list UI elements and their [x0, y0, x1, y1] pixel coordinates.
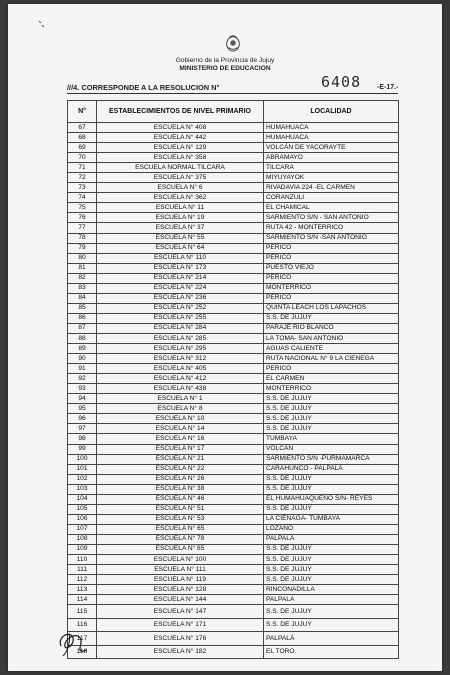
table-row [68, 193, 399, 203]
row-locality: AGUAS CALIENTE [264, 344, 399, 354]
table-row [68, 618, 399, 632]
row-number: 118 [68, 645, 97, 659]
table-row [68, 494, 399, 504]
table-row [68, 585, 399, 595]
table-row [68, 394, 399, 404]
table-row [68, 474, 399, 484]
row-locality: SARMIENTO S/N - SAN ANTONIO [264, 213, 399, 223]
row-locality: MONTERRICO [264, 384, 399, 394]
row-locality: SARMIENTO S/N -SAN ANTONIO [264, 233, 399, 243]
row-school: ESCUELA N° 224 [97, 283, 264, 293]
table-row [68, 364, 399, 374]
row-number: 72 [68, 173, 97, 183]
row-locality: VOLCÁN [264, 444, 399, 454]
row-locality: PERICO [264, 293, 399, 303]
table-row [68, 273, 399, 283]
row-locality: PARAJE RIO BLANCO [264, 323, 399, 333]
row-school: ESCUELA N° 26 [97, 474, 264, 484]
table-row [68, 374, 399, 384]
row-number: 97 [68, 424, 97, 434]
ministry-name: MINISTERIO DE EDUCACION [179, 65, 271, 72]
row-number: 115 [68, 605, 97, 619]
row-number: 96 [68, 414, 97, 424]
column-header-locality: LOCALIDAD [264, 101, 399, 123]
corner-mark-icon [38, 20, 46, 28]
row-number: 90 [68, 354, 97, 364]
row-locality: RIVADAVIA 224 -EL CARMEN [264, 183, 399, 193]
row-school: ESCUELA NORMAL TILCARA [97, 163, 264, 173]
table-row [68, 173, 399, 183]
table-row [68, 303, 399, 313]
table-row [68, 434, 399, 444]
table-row [68, 384, 399, 394]
row-locality: S.S. DE JUJUY [264, 555, 399, 565]
schools-table [67, 100, 399, 659]
resolution-prefix: ///4. CORRESPONDE A LA RESOLUCION N° [67, 83, 220, 92]
table-row [68, 323, 399, 333]
row-school: ESCUELA N° 295 [97, 344, 264, 354]
row-school: ESCUELA N° 362 [97, 193, 264, 203]
row-school: ESCUELA N° 38 [97, 484, 264, 494]
row-school: ESCUELA N° 375 [97, 173, 264, 183]
row-locality: RUTA 42 - MONTERRICO [264, 223, 399, 233]
row-number: 101 [68, 464, 97, 474]
row-school: ESCUELA N° 10 [97, 414, 264, 424]
row-locality: CARAHUNCO - PALPALÁ [264, 464, 399, 474]
row-locality: S.S. DE JUJUY [264, 474, 399, 484]
row-locality: PALPALÁ [264, 632, 399, 646]
table-row [68, 575, 399, 585]
table-row [68, 424, 399, 434]
row-locality: S.S. DE JUJUY [264, 313, 399, 323]
table-row [68, 213, 399, 223]
row-number: 107 [68, 524, 97, 534]
row-school: ESCUELA N° 405 [97, 364, 264, 374]
table-row [68, 253, 399, 263]
row-school: ESCUELA N° 1 [97, 394, 264, 404]
table-row [68, 223, 399, 233]
row-school: ESCUELA N° 53 [97, 514, 264, 524]
document-page [8, 4, 442, 671]
row-locality: EL CARMEN [264, 374, 399, 384]
row-school: ESCUELA N° 147 [97, 605, 264, 619]
row-school: ESCUELA N° 129 [97, 143, 264, 153]
row-school: ESCUELA N° 214 [97, 273, 264, 283]
row-number: 88 [68, 333, 97, 343]
table-row [68, 555, 399, 565]
row-number: 73 [68, 183, 97, 193]
row-school: ESCUELA N° 144 [97, 595, 264, 605]
column-header-school: ESTABLECIMIENTOS DE NIVEL PRIMARIO [97, 101, 264, 123]
row-school: ESCUELA N° 11 [97, 203, 264, 213]
row-school: ESCUELA N° 128 [97, 585, 264, 595]
row-locality: HUMAHUACA [264, 133, 399, 143]
row-number: 89 [68, 344, 97, 354]
row-number: 116 [68, 618, 97, 632]
table-row [68, 133, 399, 143]
row-number: 108 [68, 534, 97, 544]
table-row [68, 514, 399, 524]
table-row [68, 293, 399, 303]
row-school: ESCUELA N° 17 [97, 444, 264, 454]
table-row [68, 605, 399, 619]
row-locality: PALPALÁ [264, 534, 399, 544]
row-school: ESCUELA N° 55 [97, 233, 264, 243]
row-number: 109 [68, 544, 97, 554]
row-number: 81 [68, 263, 97, 273]
row-school: ESCUELA N° 22 [97, 464, 264, 474]
row-locality: LA CIÉNAGA- TUMBAYA [264, 514, 399, 524]
table-row [68, 595, 399, 605]
row-locality: LOZANO [264, 524, 399, 534]
table-row [68, 283, 399, 293]
row-locality: S.S. DE JUJUY [264, 618, 399, 632]
row-locality: PALPALA [264, 595, 399, 605]
row-locality: S.S. DE JUJUY [264, 544, 399, 554]
table-row [68, 233, 399, 243]
table-row [68, 143, 399, 153]
row-locality: ABRAMAYO [264, 153, 399, 163]
row-school: ESCUELA N° 358 [97, 153, 264, 163]
row-school: ESCUELA N° 438 [97, 384, 264, 394]
row-locality: QUINTA LEACH LOS LAPACHOS [264, 303, 399, 313]
row-school: ESCUELA N° 65 [97, 524, 264, 534]
row-school: ESCUELA N° 412 [97, 374, 264, 384]
resolution-suffix: -E-17.- [377, 84, 399, 91]
row-number: 74 [68, 193, 97, 203]
table-row [68, 534, 399, 544]
row-number: 87 [68, 323, 97, 333]
row-number: 102 [68, 474, 97, 484]
resolution-number: 6408 [321, 73, 362, 91]
row-number: 99 [68, 444, 97, 454]
row-locality: S.S. DE JUJUY [264, 565, 399, 575]
row-locality: TILCARA [264, 163, 399, 173]
table-row [68, 504, 399, 514]
row-school: ESCUELA N° 21 [97, 454, 264, 464]
row-school: ESCUELA N° 51 [97, 504, 264, 514]
row-school: ESCUELA N° 442 [97, 133, 264, 143]
row-number: 104 [68, 494, 97, 504]
row-locality: S.S. DE JUJUY [264, 504, 399, 514]
row-locality: S.S. DE JUJUY [264, 575, 399, 585]
table-row [68, 123, 399, 133]
row-school: ESCUELA N° 46 [97, 494, 264, 504]
header-underline [67, 93, 398, 94]
row-number: 110 [68, 555, 97, 565]
row-school: ESCUELA N° 37 [97, 223, 264, 233]
row-school: ESCUELA N° 173 [97, 263, 264, 273]
row-school: ESCUELA N° 64 [97, 243, 264, 253]
row-school: ESCUELA N° 408 [97, 123, 264, 133]
table-row [68, 464, 399, 474]
row-school: ESCUELA N° 85 [97, 544, 264, 554]
row-school: ESCUELA N° 14 [97, 424, 264, 434]
table-row [68, 263, 399, 273]
table-row [68, 203, 399, 213]
table-row [68, 484, 399, 494]
row-locality: S.S. DE JUJUY [264, 484, 399, 494]
table-header-row [68, 101, 399, 123]
row-locality: PERICO [264, 364, 399, 374]
handwritten-signature [53, 626, 93, 658]
table-row [68, 404, 399, 414]
row-locality: EL CHAMICAL [264, 203, 399, 213]
table-row [68, 183, 399, 193]
row-school: ESCUELA N° 6 [97, 183, 264, 193]
row-number: 84 [68, 293, 97, 303]
row-locality: S.S. DE JUJUY [264, 605, 399, 619]
row-school: ESCUELA N° 110 [97, 253, 264, 263]
row-locality: SARMIENTO S/N -PURMAMARCA [264, 454, 399, 464]
row-school: ESCUELA N° 312 [97, 354, 264, 364]
row-locality: S.S. DE JUJUY [264, 414, 399, 424]
row-number: 117 [68, 632, 97, 646]
row-number: 78 [68, 233, 97, 243]
row-school: ESCUELA N° 255 [97, 313, 264, 323]
table-row [68, 344, 399, 354]
row-school: ESCUELA N° 284 [97, 323, 264, 333]
row-locality: TUMBAYA [264, 434, 399, 444]
row-locality: MIYUYAYOK [264, 173, 399, 183]
row-locality: MONTERRICO [264, 283, 399, 293]
row-number: 106 [68, 514, 97, 524]
row-number: 70 [68, 153, 97, 163]
row-school: ESCUELA N° 176 [97, 632, 264, 646]
table-row [68, 333, 399, 343]
row-number: 67 [68, 123, 97, 133]
row-number: 69 [68, 143, 97, 153]
row-number: 111 [68, 565, 97, 575]
row-school: ESCUELA N° 78 [97, 534, 264, 544]
row-number: 91 [68, 364, 97, 374]
row-school: ESCUELA N° 111 [97, 565, 264, 575]
table-row [68, 444, 399, 454]
row-locality: PERICO [264, 243, 399, 253]
row-locality: EL TORO [264, 645, 399, 659]
row-number: 113 [68, 585, 97, 595]
row-locality: PERICO [264, 273, 399, 283]
row-locality: S.S. DE JUJUY [264, 394, 399, 404]
row-number: 92 [68, 374, 97, 384]
row-locality: PERICO [264, 253, 399, 263]
row-locality: VOLCÁN DE YACORAYTE [264, 143, 399, 153]
table-row [68, 414, 399, 424]
row-number: 112 [68, 575, 97, 585]
column-header-number: N° [68, 101, 97, 123]
row-school: ESCUELA N° 252 [97, 303, 264, 313]
row-school: ESCUELA N° 19 [97, 213, 264, 223]
row-number: 68 [68, 133, 97, 143]
row-school: ESCUELA N° 182 [97, 645, 264, 659]
table-row [68, 454, 399, 464]
row-school: ESCUELA N° 236 [97, 293, 264, 303]
table-row [68, 243, 399, 253]
table-row [68, 565, 399, 575]
row-number: 105 [68, 504, 97, 514]
table-row [68, 163, 399, 173]
row-locality: S.S. DE JUJUY [264, 424, 399, 434]
row-number: 85 [68, 303, 97, 313]
table-row [68, 354, 399, 364]
row-number: 79 [68, 243, 97, 253]
row-number: 93 [68, 384, 97, 394]
row-number: 77 [68, 223, 97, 233]
table-row [68, 153, 399, 163]
row-number: 100 [68, 454, 97, 464]
row-school: ESCUELA N° 100 [97, 555, 264, 565]
row-number: 71 [68, 163, 97, 173]
row-locality: S.S. DE JUJUY [264, 404, 399, 414]
row-locality: CORANZULI [264, 193, 399, 203]
row-number: 98 [68, 434, 97, 444]
row-school: ESCUELA N° 119 [97, 575, 264, 585]
row-school: ESCUELA N° 8 [97, 404, 264, 414]
table-row [68, 544, 399, 554]
row-number: 80 [68, 253, 97, 263]
row-number: 76 [68, 213, 97, 223]
table-row [68, 524, 399, 534]
row-locality: RINCONADILLA [264, 585, 399, 595]
provincial-seal-icon [224, 34, 242, 52]
row-locality: EL HUMAHUAQUEÑO S/N- REYES [264, 494, 399, 504]
row-locality: PUESTO VIEJO [264, 263, 399, 273]
row-school: ESCUELA N° 171 [97, 618, 264, 632]
row-number: 86 [68, 313, 97, 323]
row-number: 114 [68, 595, 97, 605]
table-row [68, 645, 399, 659]
row-locality: HUMAHUACA [264, 123, 399, 133]
row-number: 83 [68, 283, 97, 293]
table-row [68, 313, 399, 323]
row-locality: RUTA NACIONAL N° 9 LA CIENEGA [264, 354, 399, 364]
row-locality: LA TOMA- SAN ANTONIO [264, 333, 399, 343]
row-school: ESCUELA N° 16 [97, 434, 264, 444]
row-number: 103 [68, 484, 97, 494]
row-number: 94 [68, 394, 97, 404]
government-name: Gobierno de la Provincia de Jujuy [175, 57, 275, 64]
row-number: 75 [68, 203, 97, 213]
row-school: ESCUELA N° 285 [97, 333, 264, 343]
row-number: 95 [68, 404, 97, 414]
row-number: 82 [68, 273, 97, 283]
table-row [68, 632, 399, 646]
